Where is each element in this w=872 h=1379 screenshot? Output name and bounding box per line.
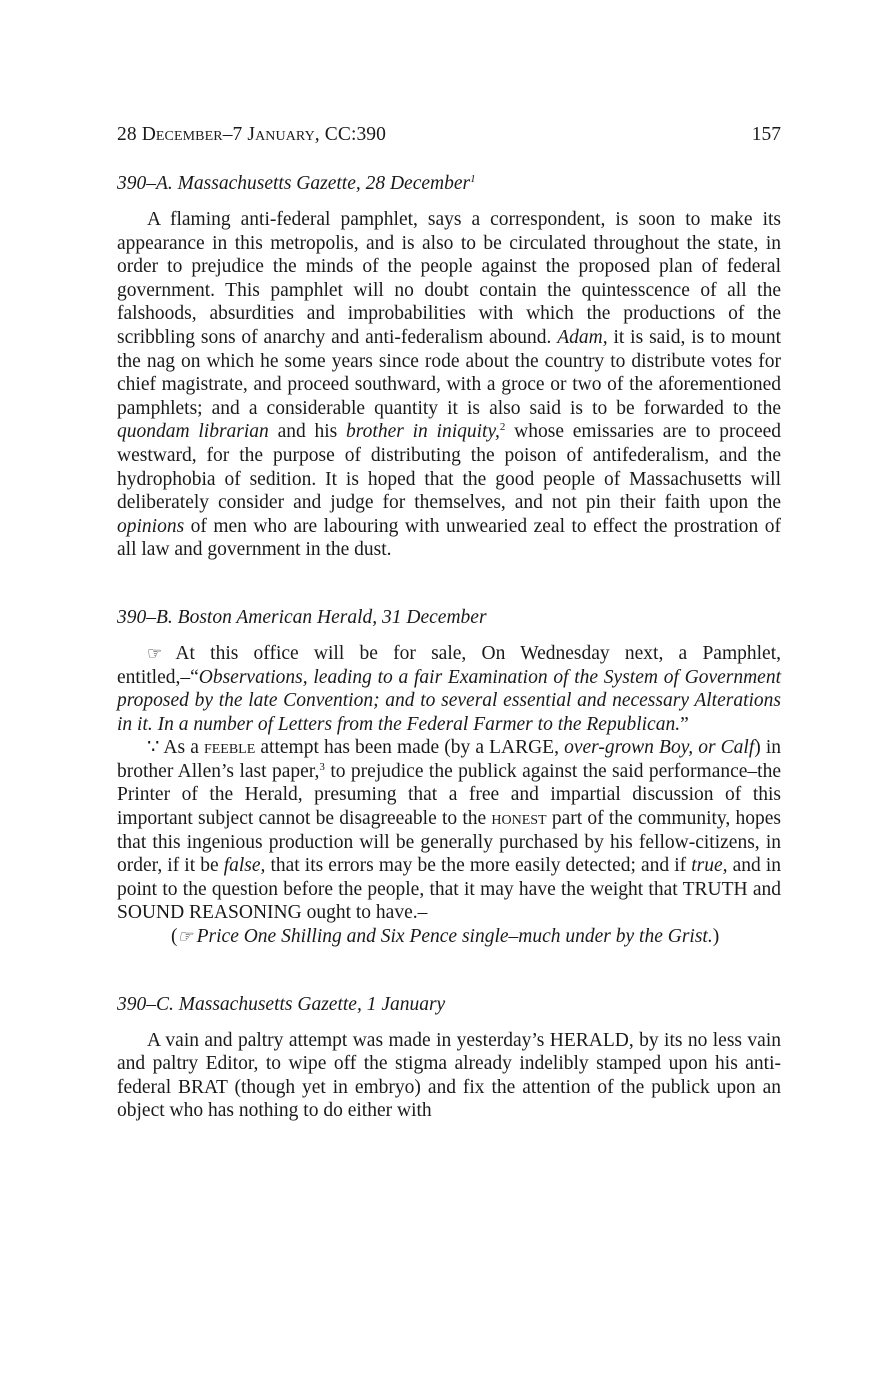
price-text: Price One Shilling and Six Pence single–much under by the Grist.	[191, 926, 713, 948]
text-run: As a	[159, 737, 204, 759]
emphasis-opinions: opinions	[117, 515, 185, 537]
footnote-ref-3: 3	[319, 760, 325, 773]
running-head-date-end: –7	[222, 124, 248, 145]
page-number: 157	[751, 124, 781, 145]
pamphlet-title: Observations, leading to a fair Examination of the System of Government proposed by the late Convention; and to several essential and necessary Alterations in it. In a number of Letters from the Federal Farmer to the Republican.	[117, 666, 781, 735]
section-heading-390b-text: 390–B. Boston American Herald, 31 December	[117, 606, 487, 628]
text-run: ”	[680, 713, 689, 735]
emphasis-adam: Adam,	[557, 326, 608, 348]
text-run: At this office will be for sale, On Wednesday next, a Pamphlet, entitled,–“	[117, 642, 781, 688]
running-head-month-december: December	[141, 124, 223, 145]
section-heading-390c	[117, 993, 781, 1017]
small-caps-feeble: feeble	[203, 737, 256, 759]
section-heading-390a	[117, 172, 781, 196]
running-head	[117, 120, 781, 156]
pointing-hand-icon: ☞	[177, 927, 192, 947]
text-run: it is said, is to mount the nag on which he some years since rode about the country to distribute votes for chief magistrate, and proceed southward, with a groce or two of the aforementioned pamphlets; and a considerable quantity it is also said is to be forwarded to the	[117, 326, 781, 419]
running-head-month-january: January	[247, 124, 315, 145]
footnote-ref-2: 2	[499, 421, 506, 434]
emphasis-brother-in-iniquity: brother in iniquity,	[346, 421, 500, 443]
section-390c-paragraph: A vain and paltry attempt was made in yesterday’s HERALD, by its no less vain and paltry Editor, to wipe off the stigma already indelibly stamped upon his anti-federal BRAT (though yet in embryo) and fix the attention of the publick upon an object who has nothing to do either with	[117, 1029, 781, 1122]
text-run: to prejudice the publick against the said performance–the Printer of the Herald, presuming that a free and impartial discussion of this important subject cannot be disagreeable to the	[117, 760, 781, 830]
because-mark-icon: ∵	[147, 737, 160, 759]
running-head-document-code: , CC:390	[314, 124, 387, 145]
running-head-title	[117, 120, 386, 150]
section-390b-paragraph-1	[117, 642, 781, 736]
text-run: A flaming anti-federal pamphlet, says a correspondent, is soon to make its appearance in this metropolis, and is also to be circulated throughout the state, in order to prejudice the minds of the people against the proposed plan of federal government. This pamphlet will no doubt contain the quintesscence of all the falshoods, absurdities and improbabilities with which the productions of the scribbling sons of anarchy and anti-federalism abound.	[117, 209, 781, 348]
text-run: (	[171, 926, 178, 948]
text-run: attempt has been made (by a LARGE,	[255, 737, 565, 759]
footnote-ref-1: 1	[470, 173, 476, 185]
section-heading-390b	[117, 606, 781, 630]
section-heading-390c-text: 390–C. Massachusetts Gazette, 1 January	[117, 993, 446, 1015]
text-run: and in point to the question before the people, that it may have the weight that TRUTH and SOUND REASONING ought to have.–	[117, 855, 782, 924]
emphasis-false: false,	[223, 855, 266, 877]
text-run: and his	[268, 421, 347, 443]
emphasis-overgrown-boy: over-grown Boy, or Calf	[564, 737, 755, 759]
section-heading-390a-text: 390–A. Massachusetts Gazette, 28 December	[117, 173, 471, 194]
section-390b-price-line	[117, 925, 781, 949]
running-head-date-start: 28	[117, 124, 142, 145]
section-390b-paragraph-2	[117, 736, 781, 925]
text-run: )	[712, 926, 720, 948]
text-run: whose emissaries are to proceed westward, for the purpose of distributing the poison of antifederalism, and the hydrophobia of sedition. It is hoped that the good people of Massachusetts will deliberately consider and judge for themselves, and not pin their faith upon the	[117, 421, 782, 514]
document-page	[117, 120, 781, 1123]
small-caps-honest: honest	[491, 808, 547, 830]
emphasis-quondam-librarian: quondam librarian	[117, 421, 269, 443]
text-run: ) in brother Allen’s last paper,	[117, 737, 782, 782]
text-run: part of the community, hopes that this ingenious production will be generally purchased by his fellow-citizens, in order, if it be	[117, 808, 781, 877]
pointing-hand-icon: ☞	[147, 643, 162, 663]
emphasis-true: true,	[691, 855, 728, 877]
text-run: of men who are labouring with unwearied zeal to effect the prostration of all law and government in the dust.	[117, 515, 781, 561]
section-390a-paragraph	[117, 208, 781, 562]
text-run: that its errors may be the more easily detected; and if	[265, 855, 692, 877]
